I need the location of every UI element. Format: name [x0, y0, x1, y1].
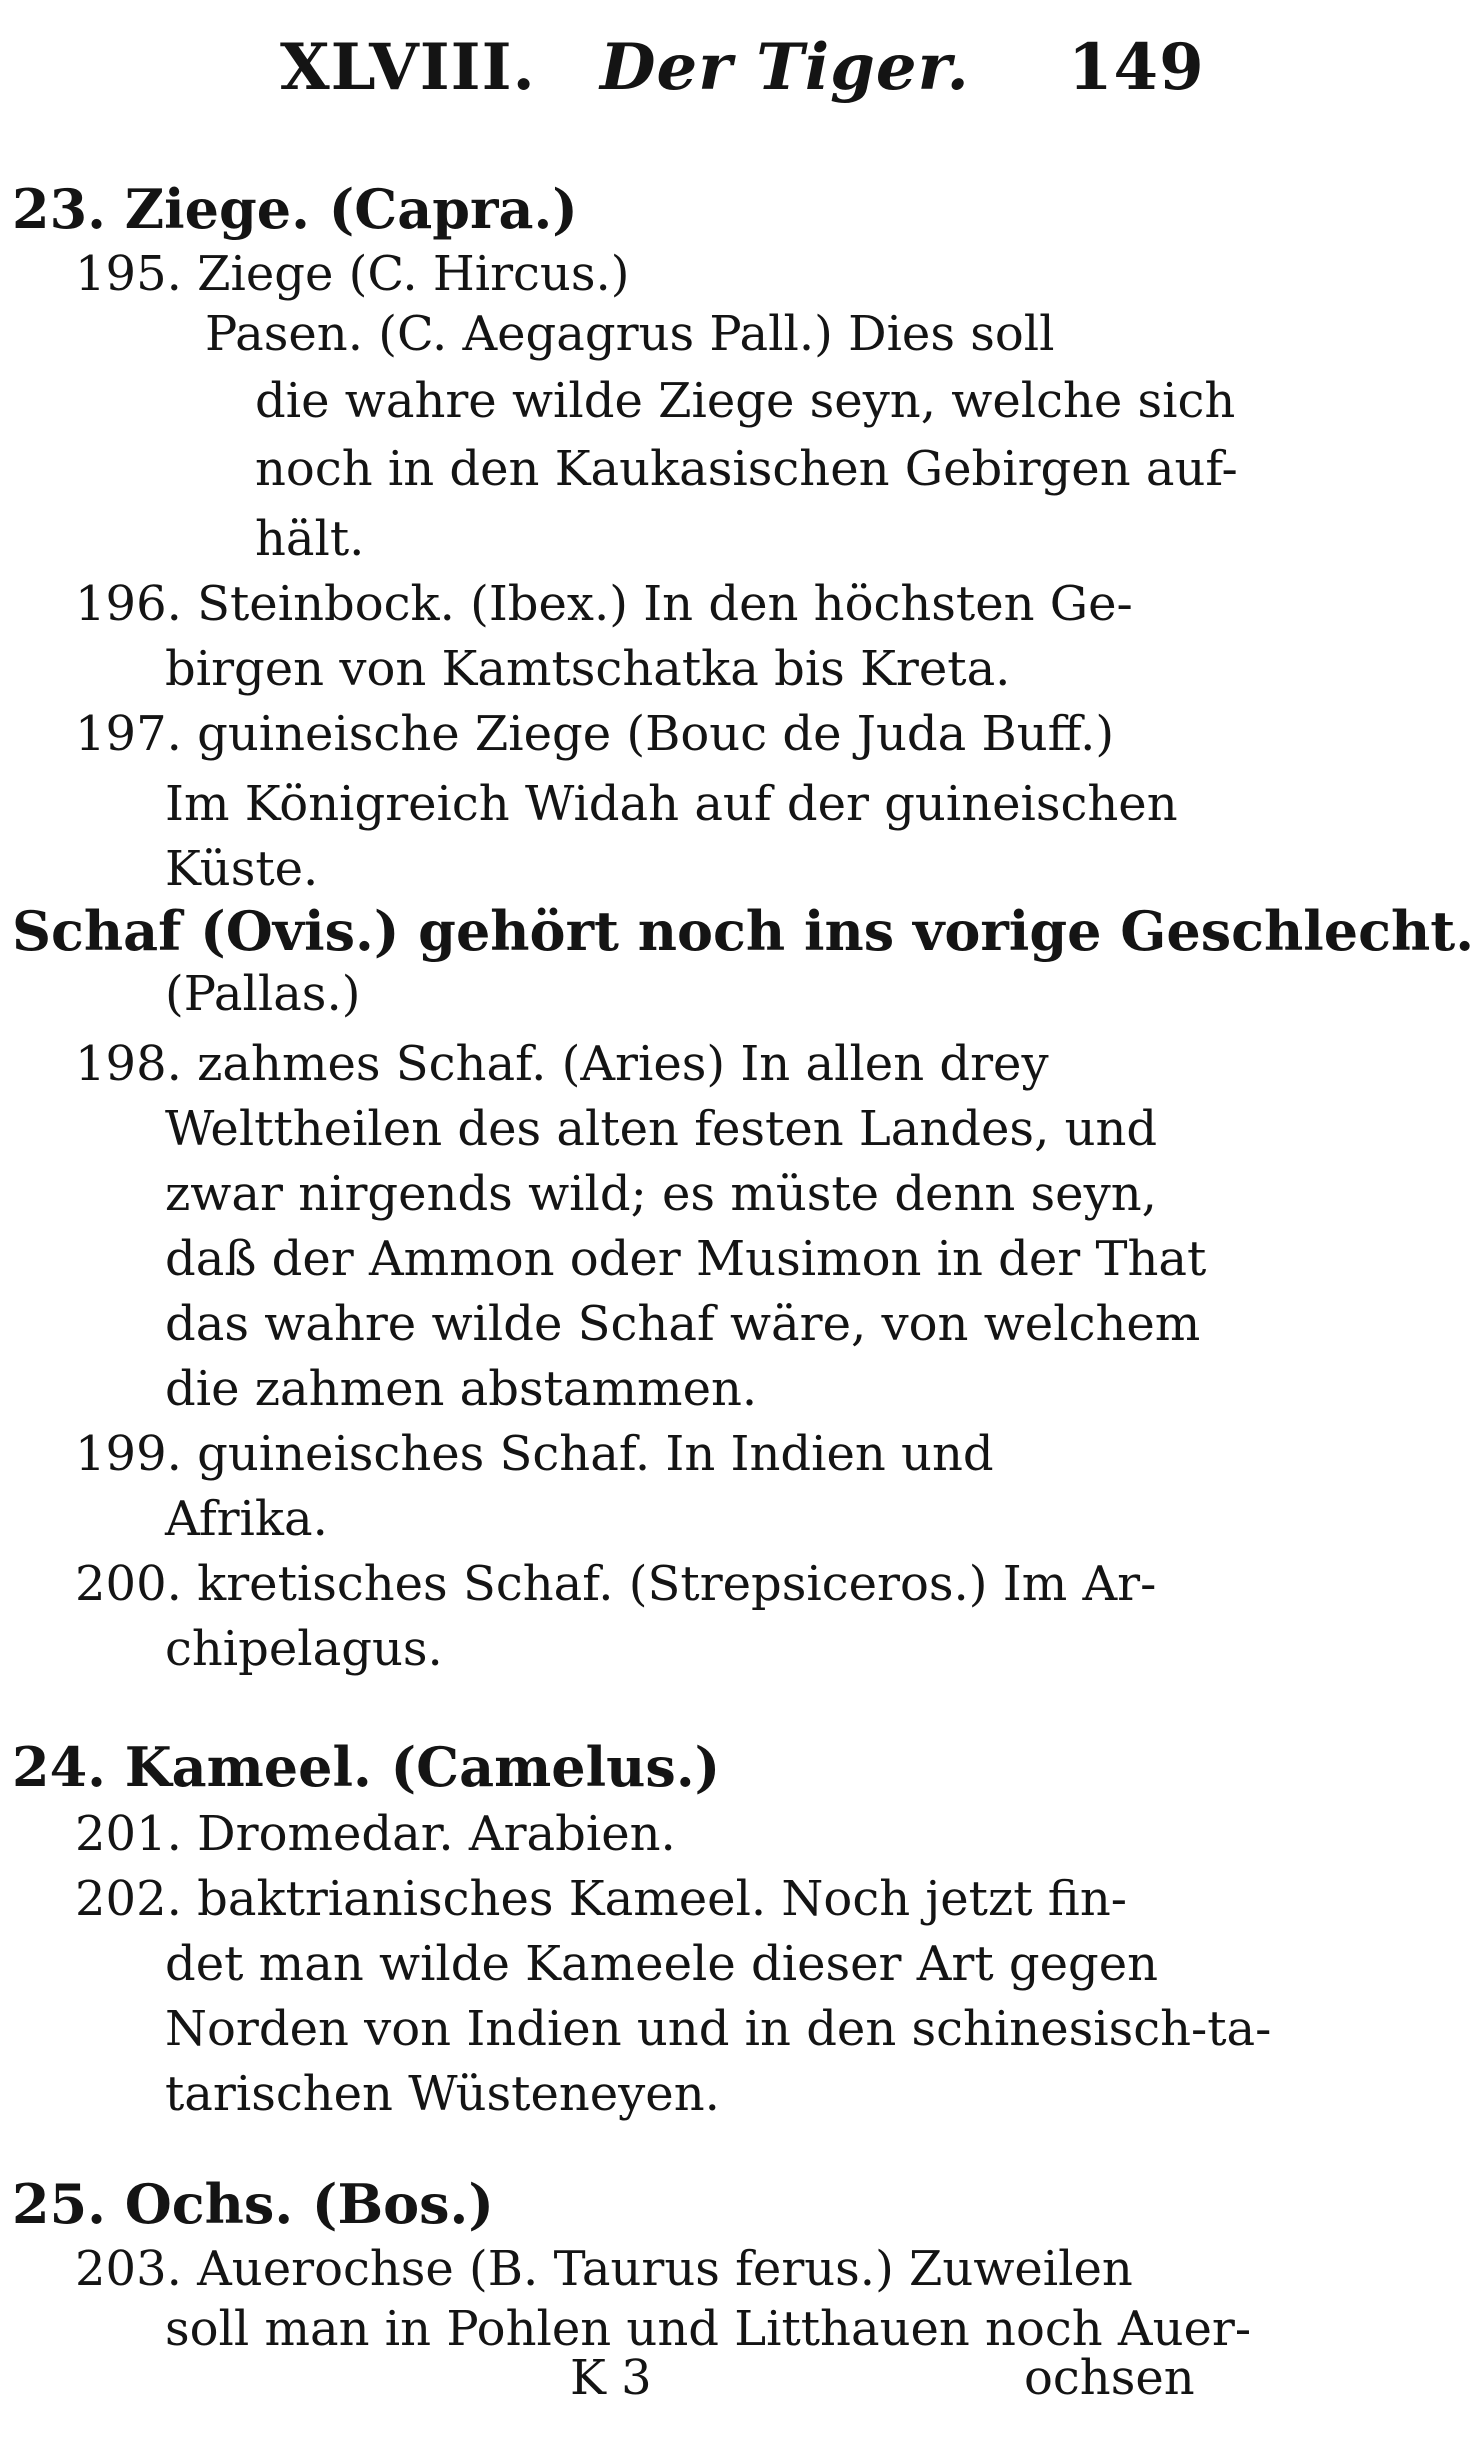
entry-195: 195. Ziege (C. Hircus.) [75, 246, 630, 302]
text-line: daß der Ammon oder Musimon in der That [165, 1231, 1207, 1287]
entry-199: 199. guineisches Schaf. In Indien und [75, 1426, 994, 1482]
text-line: chipelagus. [165, 1621, 443, 1677]
entry-196: 196. Steinbock. (Ibex.) In den höchsten Ge- [75, 576, 1133, 632]
text-line: det man wilde Kameele dieser Art gegen [165, 1936, 1159, 1992]
text-line: birgen von Kamtschatka bis Kreta. [165, 641, 1011, 697]
text-line: Norden von Indien und in den schinesisch-ta- [165, 2001, 1272, 2057]
text-line: soll man in Pohlen und Litthauen noch Auer- [165, 2301, 1252, 2357]
text-line: noch in den Kaukasischen Gebirgen auf- [255, 441, 1238, 497]
genus-heading-schaf: Schaf (Ovis.) gehört noch ins vorige Geschlecht. [12, 899, 1474, 963]
text-line: das wahre wilde Schaf wäre, von welchem [165, 1296, 1201, 1352]
text-line: tarischen Wüsteneyen. [165, 2066, 720, 2122]
genus-heading-ochs: 25. Ochs. (Bos.) [12, 2172, 494, 2236]
entry-202: 202. baktrianisches Kameel. Noch jetzt fin- [75, 1871, 1127, 1927]
entry-201: 201. Dromedar. Arabien. [75, 1806, 676, 1862]
text-line: die wahre wilde Ziege seyn, welche sich [255, 373, 1236, 429]
signature-mark: K 3 [570, 2350, 652, 2406]
catchword: ochsen [1024, 2350, 1195, 2406]
page-footer [0, 2350, 1252, 2420]
entry-198: 198. zahmes Schaf. (Aries) In allen drey [75, 1036, 1049, 1092]
page-number: 149 [1068, 30, 1205, 105]
genus-heading-ziege: 23. Ziege. (Capra.) [12, 177, 578, 241]
chapter-title: Der Tiger. [600, 30, 970, 105]
running-header [0, 30, 1252, 120]
text-line: (Pallas.) [165, 966, 361, 1022]
entry-200: 200. kretisches Schaf. (Strepsiceros.) Im Ar- [75, 1556, 1157, 1612]
text-line: Welttheilen des alten festen Landes, und [165, 1101, 1158, 1157]
text-line: Küste. [165, 841, 319, 897]
text-line: zwar nirgends wild; es müste denn seyn, [165, 1166, 1157, 1222]
genus-heading-kameel: 24. Kameel. (Camelus.) [12, 1735, 721, 1799]
text-line: Pasen. (C. Aegagrus Pall.) Dies soll [205, 306, 1055, 362]
text-line: Im Königreich Widah auf der guineischen [165, 776, 1178, 832]
text-line: hält. [255, 511, 365, 567]
chapter-number: XLVIII. [280, 30, 536, 105]
text-line: Afrika. [165, 1491, 328, 1547]
text-line: die zahmen abstammen. [165, 1361, 758, 1417]
entry-197: 197. guineische Ziege (Bouc de Juda Buff.) [75, 706, 1115, 762]
entry-203: 203. Auerochse (B. Taurus ferus.) Zuweilen [75, 2241, 1133, 2297]
